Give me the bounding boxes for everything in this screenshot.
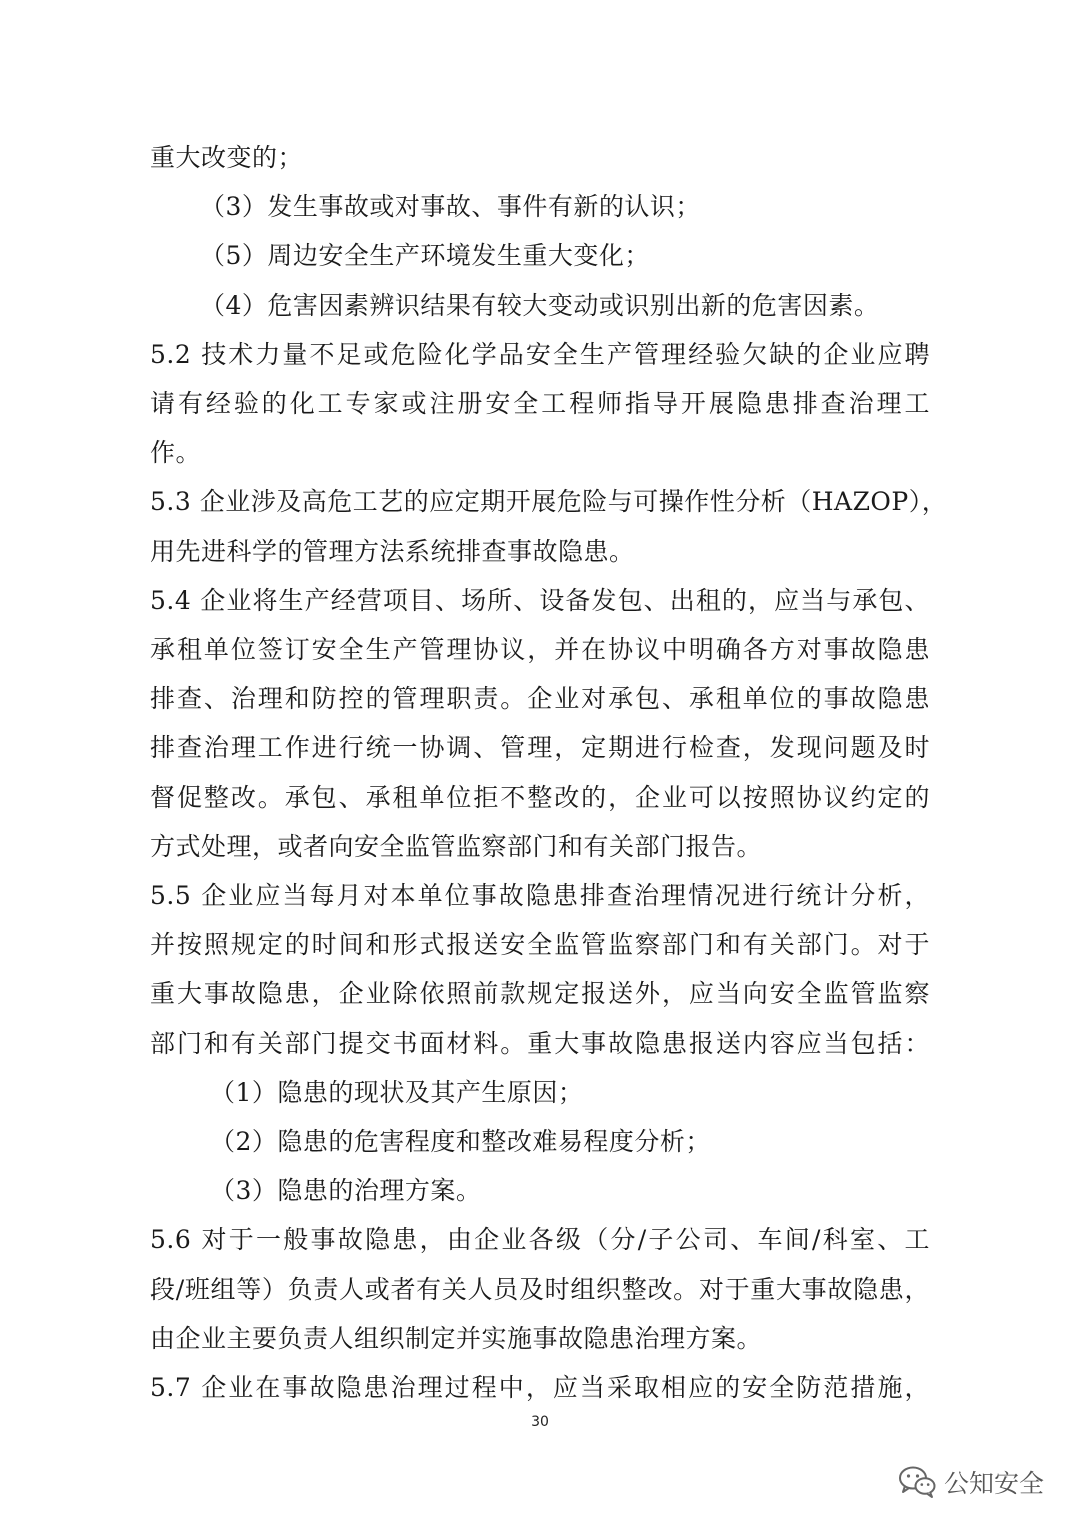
text-line: 并按照规定的时间和形式报送安全监管监察部门和有关部门。对于 [150, 930, 930, 960]
watermark [898, 1462, 1044, 1502]
text-line: （3）隐患的治理方案。 [210, 1176, 482, 1206]
text-line: 方式处理，或者向安全监管监察部门和有关部门报告。 [150, 831, 763, 861]
text-line: 5.5 企业应当每月对本单位事故隐患排查治理情况进行统计分析， [150, 881, 930, 910]
text-line: （4）危害因素辨识结果有较大变动或识别出新的危害因素。 [200, 290, 880, 320]
page-number: 30 [531, 1414, 549, 1430]
text-line: 督促整改。承包、承租单位拒不整改的，企业可以按照协议约定的 [150, 782, 930, 812]
wechat-icon [898, 1465, 936, 1499]
text-line: 部门和有关部门提交书面材料。重大事故隐患报送内容应当包括： [150, 1028, 930, 1058]
text-line: 5.4 企业将生产经营项目、场所、设备发包、出租的，应当与承包、 [150, 585, 930, 615]
text-line: （1）隐患的现状及其产生原因； [210, 1077, 584, 1107]
text-line: 重大事故隐患，企业除依照前款规定报送外，应当向安全监管监察 [150, 979, 930, 1009]
text-line: （5）周边安全生产环境发生重大变化； [200, 241, 650, 271]
text-line: 排查治理工作进行统一协调、管理，定期进行检查，发现问题及时 [150, 733, 930, 763]
text-line: 用先进科学的管理方法系统排查事故隐患。 [150, 536, 635, 566]
text-line: 由企业主要负责人组织制定并实施事故隐患治理方案。 [150, 1323, 763, 1353]
text-line: 作。 [150, 438, 202, 468]
text-line: 5.3 企业涉及高危工艺的应定期开展危险与可操作性分析（HAZOP）， [150, 487, 948, 517]
text-line: 重大改变的； [150, 143, 304, 172]
text-line: 5.2 技术力量不足或危险化学品安全生产管理经验欠缺的企业应聘 [150, 339, 930, 369]
text-line: 请有经验的化工专家或注册安全工程师指导开展隐患排查治理工 [150, 389, 930, 418]
watermark-label: 公知安全 [943, 1469, 1044, 1498]
text-line: 5.6 对于一般事故隐患，由企业各级（分/子公司、车间/科室、工 [150, 1225, 930, 1255]
text-line: （2）隐患的危害程度和整改难易程度分析； [210, 1127, 711, 1156]
text-line: 承租单位签订安全生产管理协议，并在协议中明确各方对事故隐患 [150, 635, 930, 664]
text-line: （3）发生事故或对事故、事件有新的认识； [200, 192, 701, 222]
text-line: 5.7 企业在事故隐患治理过程中，应当采取相应的安全防范措施， [150, 1373, 930, 1402]
text-line: 排查、治理和防控的管理职责。企业对承包、承租单位的事故隐患 [150, 684, 930, 714]
text-line: 段/班组等）负责人或者有关人员及时组织整改。对于重大事故隐患， [150, 1274, 930, 1304]
